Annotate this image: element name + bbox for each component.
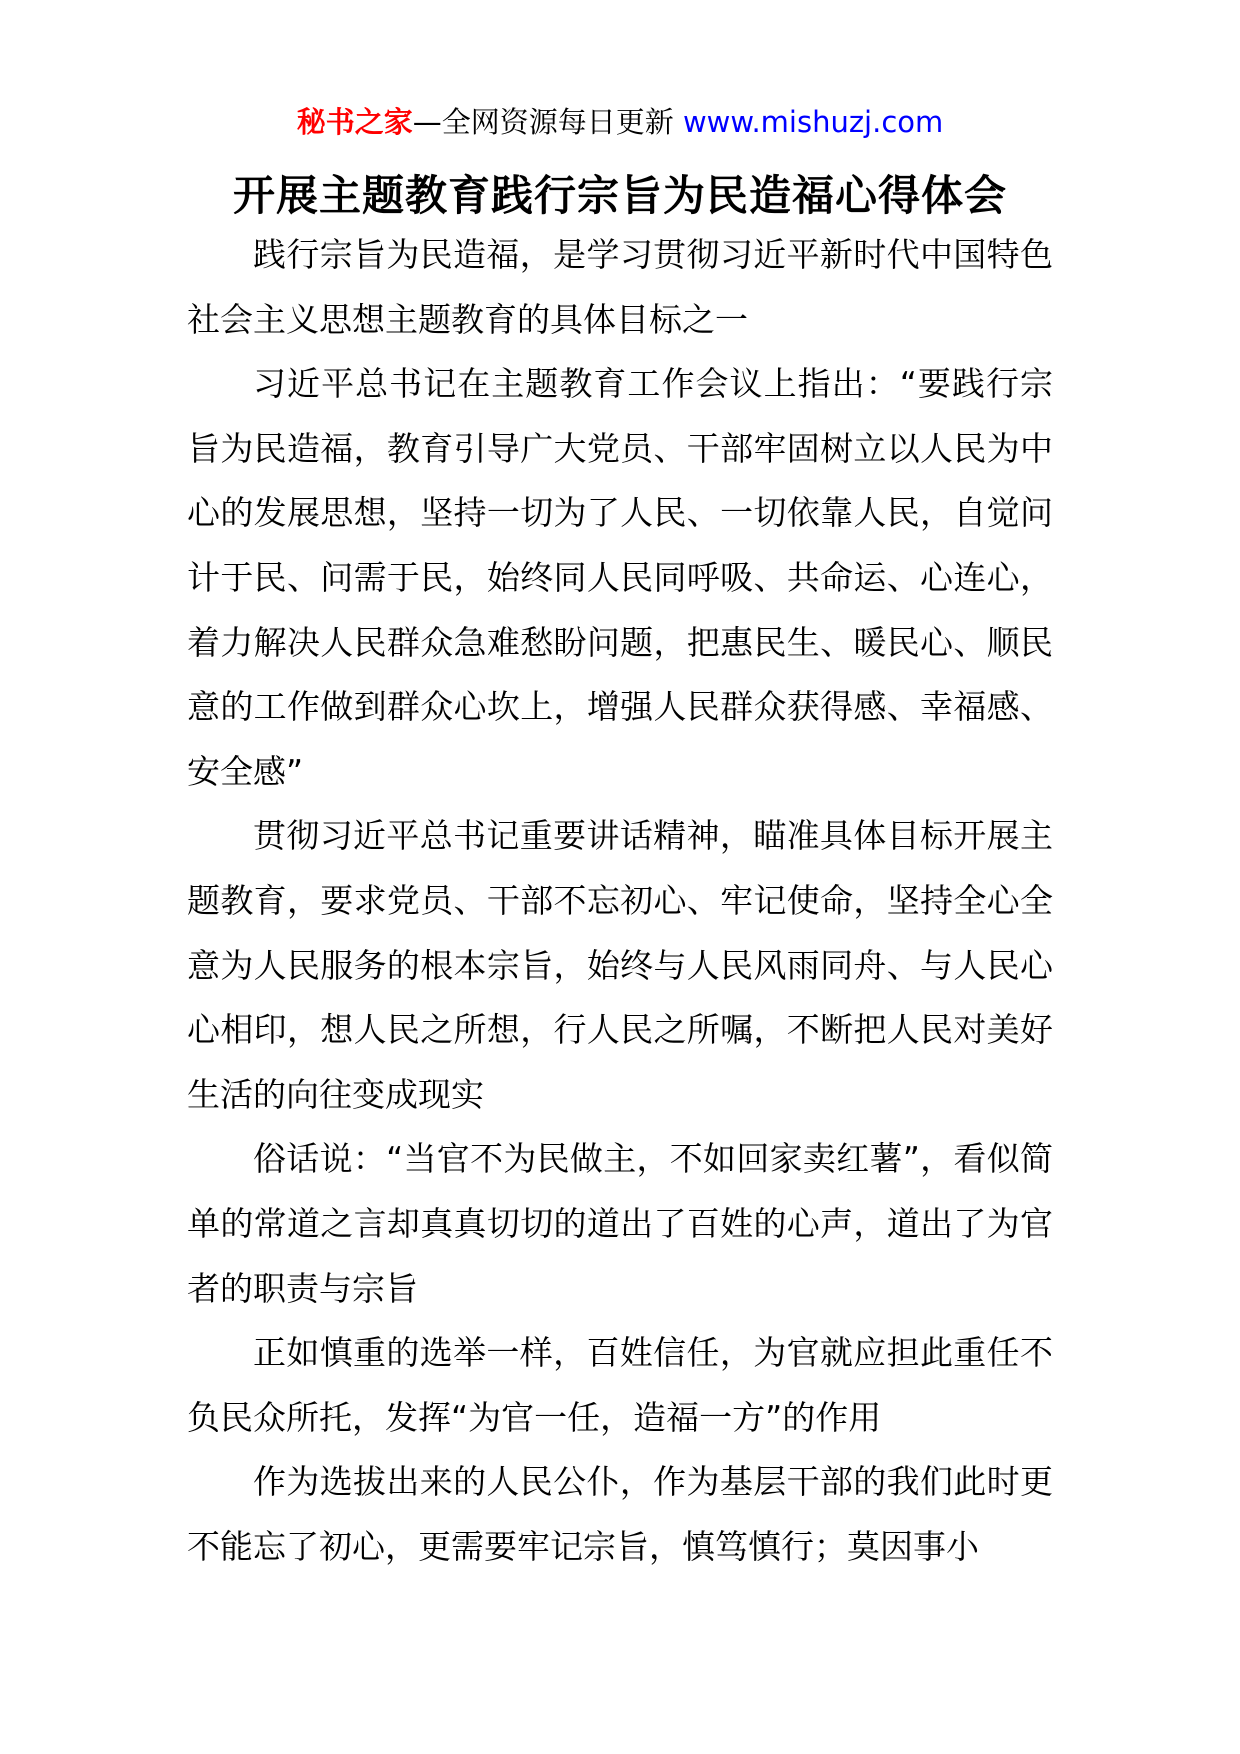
- header-tagline: —全网资源每日更新: [412, 105, 674, 139]
- site-header: [0, 100, 1240, 144]
- brand-name: 秘书之家: [296, 105, 413, 139]
- paragraph: 作为选拔出来的人民公仆，作为基层干部的我们此时更不能忘了初心，更需要牢记宗旨，慎笃慎行；莫因事小: [187, 1462, 1053, 1566]
- document-body: [187, 223, 1053, 1579]
- paragraph: 践行宗旨为民造福，是学习贯彻习近平新时代中国特色社会主义思想主题教育的具体目标之一: [187, 235, 1053, 339]
- paragraph: 习近平总书记在主题教育工作会议上指出：“要践行宗旨为民造福，教育引导广大党员、干部牢固树立以人民为中心的发展思想，坚持一切为了人民、一切依靠人民，自觉问计于民、问需于民，始终同人民同呼吸、共命运、心连心，着力解决人民群众急难愁盼问题，把惠民生、暖民心、顺民意的工作做到群众心坎上，增强人民群众获得感、幸福感、安全感”: [187, 364, 1053, 791]
- document-title: 开展主题教育践行宗旨为民造福心得体会: [232, 171, 1007, 220]
- site-url-link[interactable]: www.mishuzj.com: [682, 105, 944, 139]
- paragraph: 贯彻习近平总书记重要讲话精神，瞄准具体目标开展主题教育，要求党员、干部不忘初心、牢记使命，坚持全心全意为人民服务的根本宗旨，始终与人民风雨同舟、与人民心心相印，想人民之所想，行人民之所嘱，不断把人民对美好生活的向往变成现实: [187, 816, 1053, 1114]
- paragraph: 正如慎重的选举一样，百姓信任，为官就应担此重任不负民众所托，发挥“为官一任，造福一方”的作用: [187, 1333, 1053, 1437]
- paragraph: 俗话说：“当官不为民做主，不如回家卖红薯”，看似简单的常道之言却真真切切的道出了百姓的心声，道出了为官者的职责与宗旨: [187, 1139, 1053, 1308]
